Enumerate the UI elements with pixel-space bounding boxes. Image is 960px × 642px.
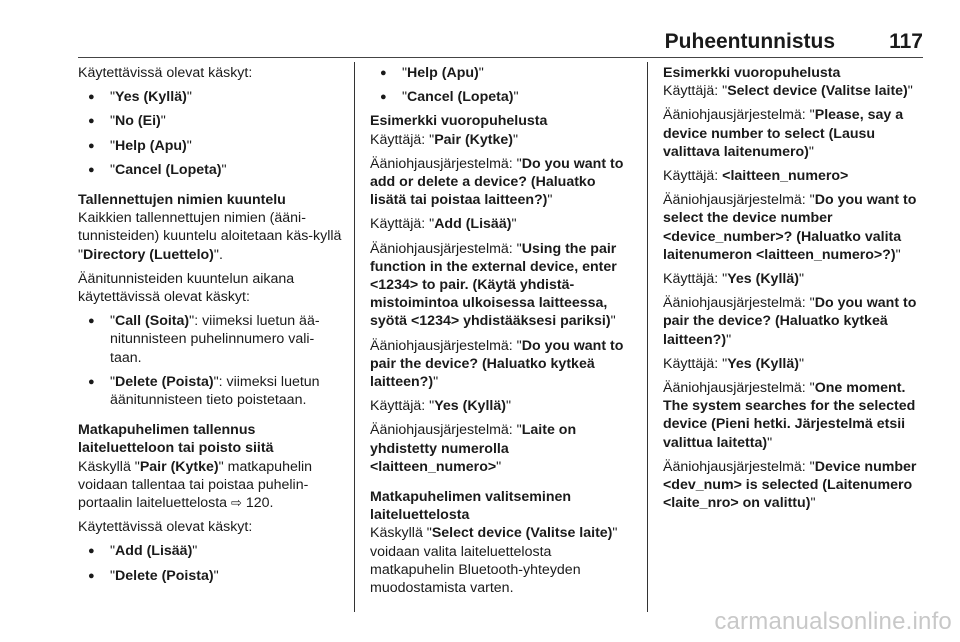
dialog-line: Käyttäjä: "Select device (Valitse laite)"	[663, 83, 913, 100]
command-list	[370, 64, 634, 106]
header-divider	[78, 57, 923, 58]
command-item: ● "Yes (Kyllä)"	[78, 88, 342, 106]
section-heading: Esimerkki vuoropuhelusta	[370, 113, 548, 130]
column-divider	[647, 62, 648, 612]
section-heading: Matkapuhelimen valitseminen laiteluettelosta	[370, 489, 572, 524]
section-heading: Tallennettujen nimien kuuntelu	[78, 192, 286, 209]
dialog-line: Ääniohjausjärjestelmä: "Do you want to pair the device? (Haluatko kytkeä laitteen?)"	[370, 337, 624, 391]
dialog-line: Ääniohjausjärjestelmä: "Do you want to pair the device? (Haluatko kytkeä laitteen?)"	[663, 295, 917, 348]
dialog-line: Käyttäjä: "Yes (Kyllä)"	[663, 355, 804, 372]
dialog-line: Ääniohjausjärjestelmä: "Using the pair function in the external device, enter <1234> to pair. (Käytä yhdistä-mistoimintoa ulkoisessa laitteessa, syötä <1234> yhdistääksesi pariksi)"	[370, 240, 617, 330]
command-item: ● "Cancel (Lopeta)"	[370, 88, 634, 106]
page-header	[78, 26, 923, 56]
command-list	[78, 312, 342, 409]
command-item: ● "No (Ei)"	[78, 112, 342, 130]
dialog-line: Ääniohjausjärjestelmä: "Device number <dev_num> is selected (Laitenumero <laite_nro> on valittu)"	[663, 458, 917, 512]
section-heading: Matkapuhelimen tallennus laiteluetteloon tai poisto siitä	[78, 422, 274, 457]
column-divider	[354, 62, 355, 612]
dialog-line: Käyttäjä: "Yes (Kyllä)"	[370, 398, 511, 415]
page-title: Puheentunnistus	[664, 30, 835, 53]
dialog-line: Ääniohjausjärjestelmä: "Do you want to select the device number <device_number>? (Haluatko valita laitenumeron <laitteen_numero>?)"	[663, 192, 917, 263]
command-item: ● "Call (Soita)": viimeksi luetun ää-nitunnisteen puhelinnumero vali-taan.	[78, 312, 342, 367]
dialog-line: Käyttäjä: "Yes (Kyllä)"	[663, 271, 804, 288]
column-2	[370, 64, 634, 603]
paragraph: Käskyllä "Select device (Valitse laite)" voidaan valita laiteluettelosta matkapuhelin Bluetooth-yhteyden muodostamista varten.	[370, 525, 618, 597]
command-item: ● "Delete (Poista)"	[78, 567, 342, 585]
command-list	[78, 88, 342, 179]
dialog-line: Ääniohjausjärjestelmä: "Please, say a device number to select (Lausu valittava laitenumero)"	[663, 107, 904, 160]
page-number: 117	[889, 30, 923, 53]
paragraph: Äänitunnisteiden kuuntelun aikana käytettävissä olevat käskyt:	[78, 270, 295, 306]
section-heading: Esimerkki vuoropuhelusta	[663, 65, 841, 81]
page-reference-icon[interactable]: ⇨	[231, 495, 242, 511]
commands-intro: Käytettävissä olevat käskyt:	[78, 65, 253, 81]
paragraph: Käskyllä "Pair (Kytke)" matkapuhelin voidaan tallentaa tai poistaa puhelin-portaalin laiteluettelosta ⇨ 120.	[78, 458, 313, 512]
dialog-line: Käyttäjä: "Add (Lisää)"	[370, 216, 517, 233]
command-item: ● "Add (Lisää)"	[78, 542, 342, 560]
command-item: ● "Help (Apu)"	[370, 64, 634, 82]
dialog-line: Käyttäjä: <laitteen_numero>	[663, 168, 849, 185]
column-3	[663, 64, 927, 518]
command-item: ● "Cancel (Lopeta)"	[78, 161, 342, 179]
paragraph: Käytettävissä olevat käskyt:	[78, 519, 253, 536]
dialog-line: Ääniohjausjärjestelmä: "One moment. The system searches for the selected device (Pieni hetki. Järjestelmä etsii valittua laitetta)"	[663, 380, 916, 451]
watermark-text: carmanualsonline.info	[714, 608, 952, 635]
command-item: ● "Delete (Poista)": viimeksi luetun äänitunnisteen tieto poistetaan.	[78, 373, 342, 409]
column-1	[78, 64, 342, 591]
dialog-line: Ääniohjausjärjestelmä: "Do you want to add or delete a device? (Haluatko lisätä tai poistaa laitteen?)"	[370, 155, 624, 209]
command-item: ● "Help (Apu)"	[78, 137, 342, 155]
paragraph: Kaikkien tallennettujen nimien (ääni-tunnisteiden) kuuntelu aloitetaan käs-kyllä "Directory (Luettelo)".	[78, 210, 342, 263]
dialog-line: Ääniohjausjärjestelmä: "Laite on yhdistetty numerolla <laitteen_numero>"	[370, 422, 577, 475]
dialog-line: Käyttäjä: "Pair (Kytke)"	[370, 131, 519, 148]
command-list	[78, 542, 342, 584]
